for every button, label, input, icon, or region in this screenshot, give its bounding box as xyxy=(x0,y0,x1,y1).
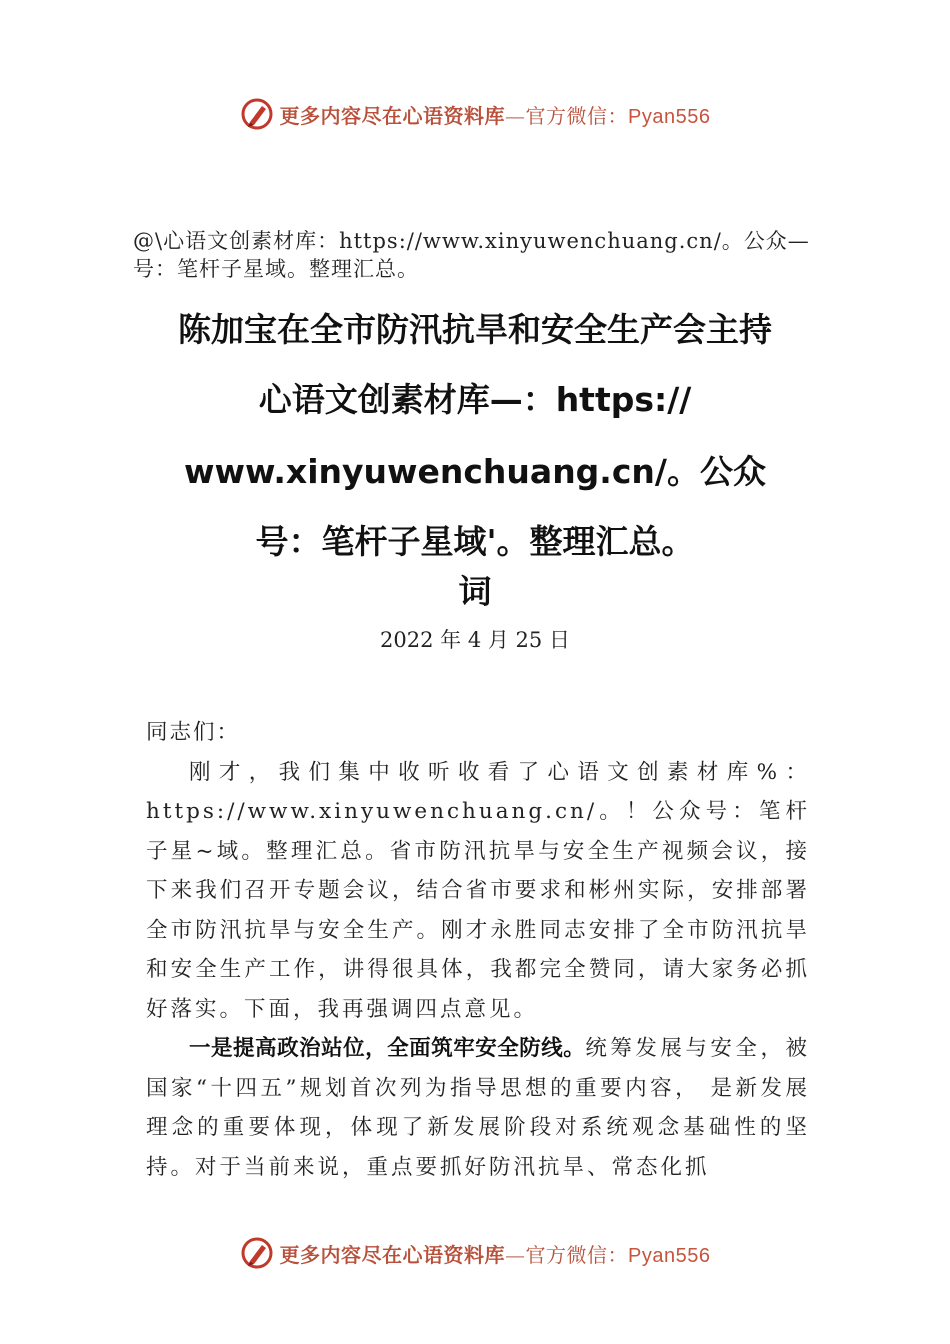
paragraph-2-lead: 一是提高政治站位，全面筑牢安全防线。 xyxy=(189,1036,586,1061)
title-line-3: www.xinyuwenchuang.cn/。公众 xyxy=(184,452,766,491)
banner-wechat-id: Pyan556 xyxy=(628,1244,711,1267)
banner-prefix: 更多内容尽在心语资料库 xyxy=(279,103,506,128)
footer-banner xyxy=(0,1233,950,1273)
banner-text xyxy=(280,100,711,129)
pen-logo-icon xyxy=(240,97,274,131)
salutation: 同志们： xyxy=(146,720,241,745)
title-line-1: 陈加宝在全市防汛抗旱和安全生产会主持 xyxy=(178,310,772,349)
speech-date: 2022 年 4 月 25 日 xyxy=(380,628,570,652)
banner-separator: — xyxy=(505,1242,526,1267)
paragraph-2 xyxy=(146,1029,810,1187)
banner-text xyxy=(280,1239,711,1268)
banner-prefix: 更多内容尽在心语资料库 xyxy=(279,1242,506,1267)
banner-separator: — xyxy=(505,103,526,128)
pen-logo-icon xyxy=(240,1236,274,1270)
speech-body xyxy=(146,713,810,1187)
title-line-4: 号：笔杆子星域'。整理汇总。 xyxy=(255,522,695,561)
paragraph-2-text: 统筹发展与安全，被国家“十四五”规划首次列为指导思想的重要内容， 是新发展理念的重要体现，体现了新发展阶段对系统观念基础性的坚持。对于当前来说，重点要抓好防汛抗旱、常态化抓 xyxy=(146,1036,810,1180)
header-banner xyxy=(0,94,950,134)
banner-contact: 官方微信： xyxy=(525,103,629,128)
title-line-5: 词 xyxy=(458,572,492,611)
title-line-2: 心语文创素材库—：https:// xyxy=(258,380,692,419)
banner-wechat-id: Pyan556 xyxy=(628,105,711,128)
paragraph-1: 刚才，我们集中收听收看了心语文创素材库%：https://www.xinyuwenchuang.cn/。！公众号：笔杆子星~域。整理汇总。省市防汛抗旱与安全生产视频会议，接下来我们召开专题会议，结合省市要求和彬州实际，安排部署全市防汛抗旱与安全生产。刚才永胜同志安排了全市防汛抗旱和安全生产工作，讲得很具体，我都完全赞同，请大家务必抓好落实。下面，我再强调四点意见。 xyxy=(146,759,810,1022)
watermark-note: @\心语文创素材库：https://www.xinyuwenchuang.cn/。公众—号：笔杆子星域。整理汇总。 xyxy=(133,229,810,281)
banner-contact: 官方微信： xyxy=(525,1242,629,1267)
